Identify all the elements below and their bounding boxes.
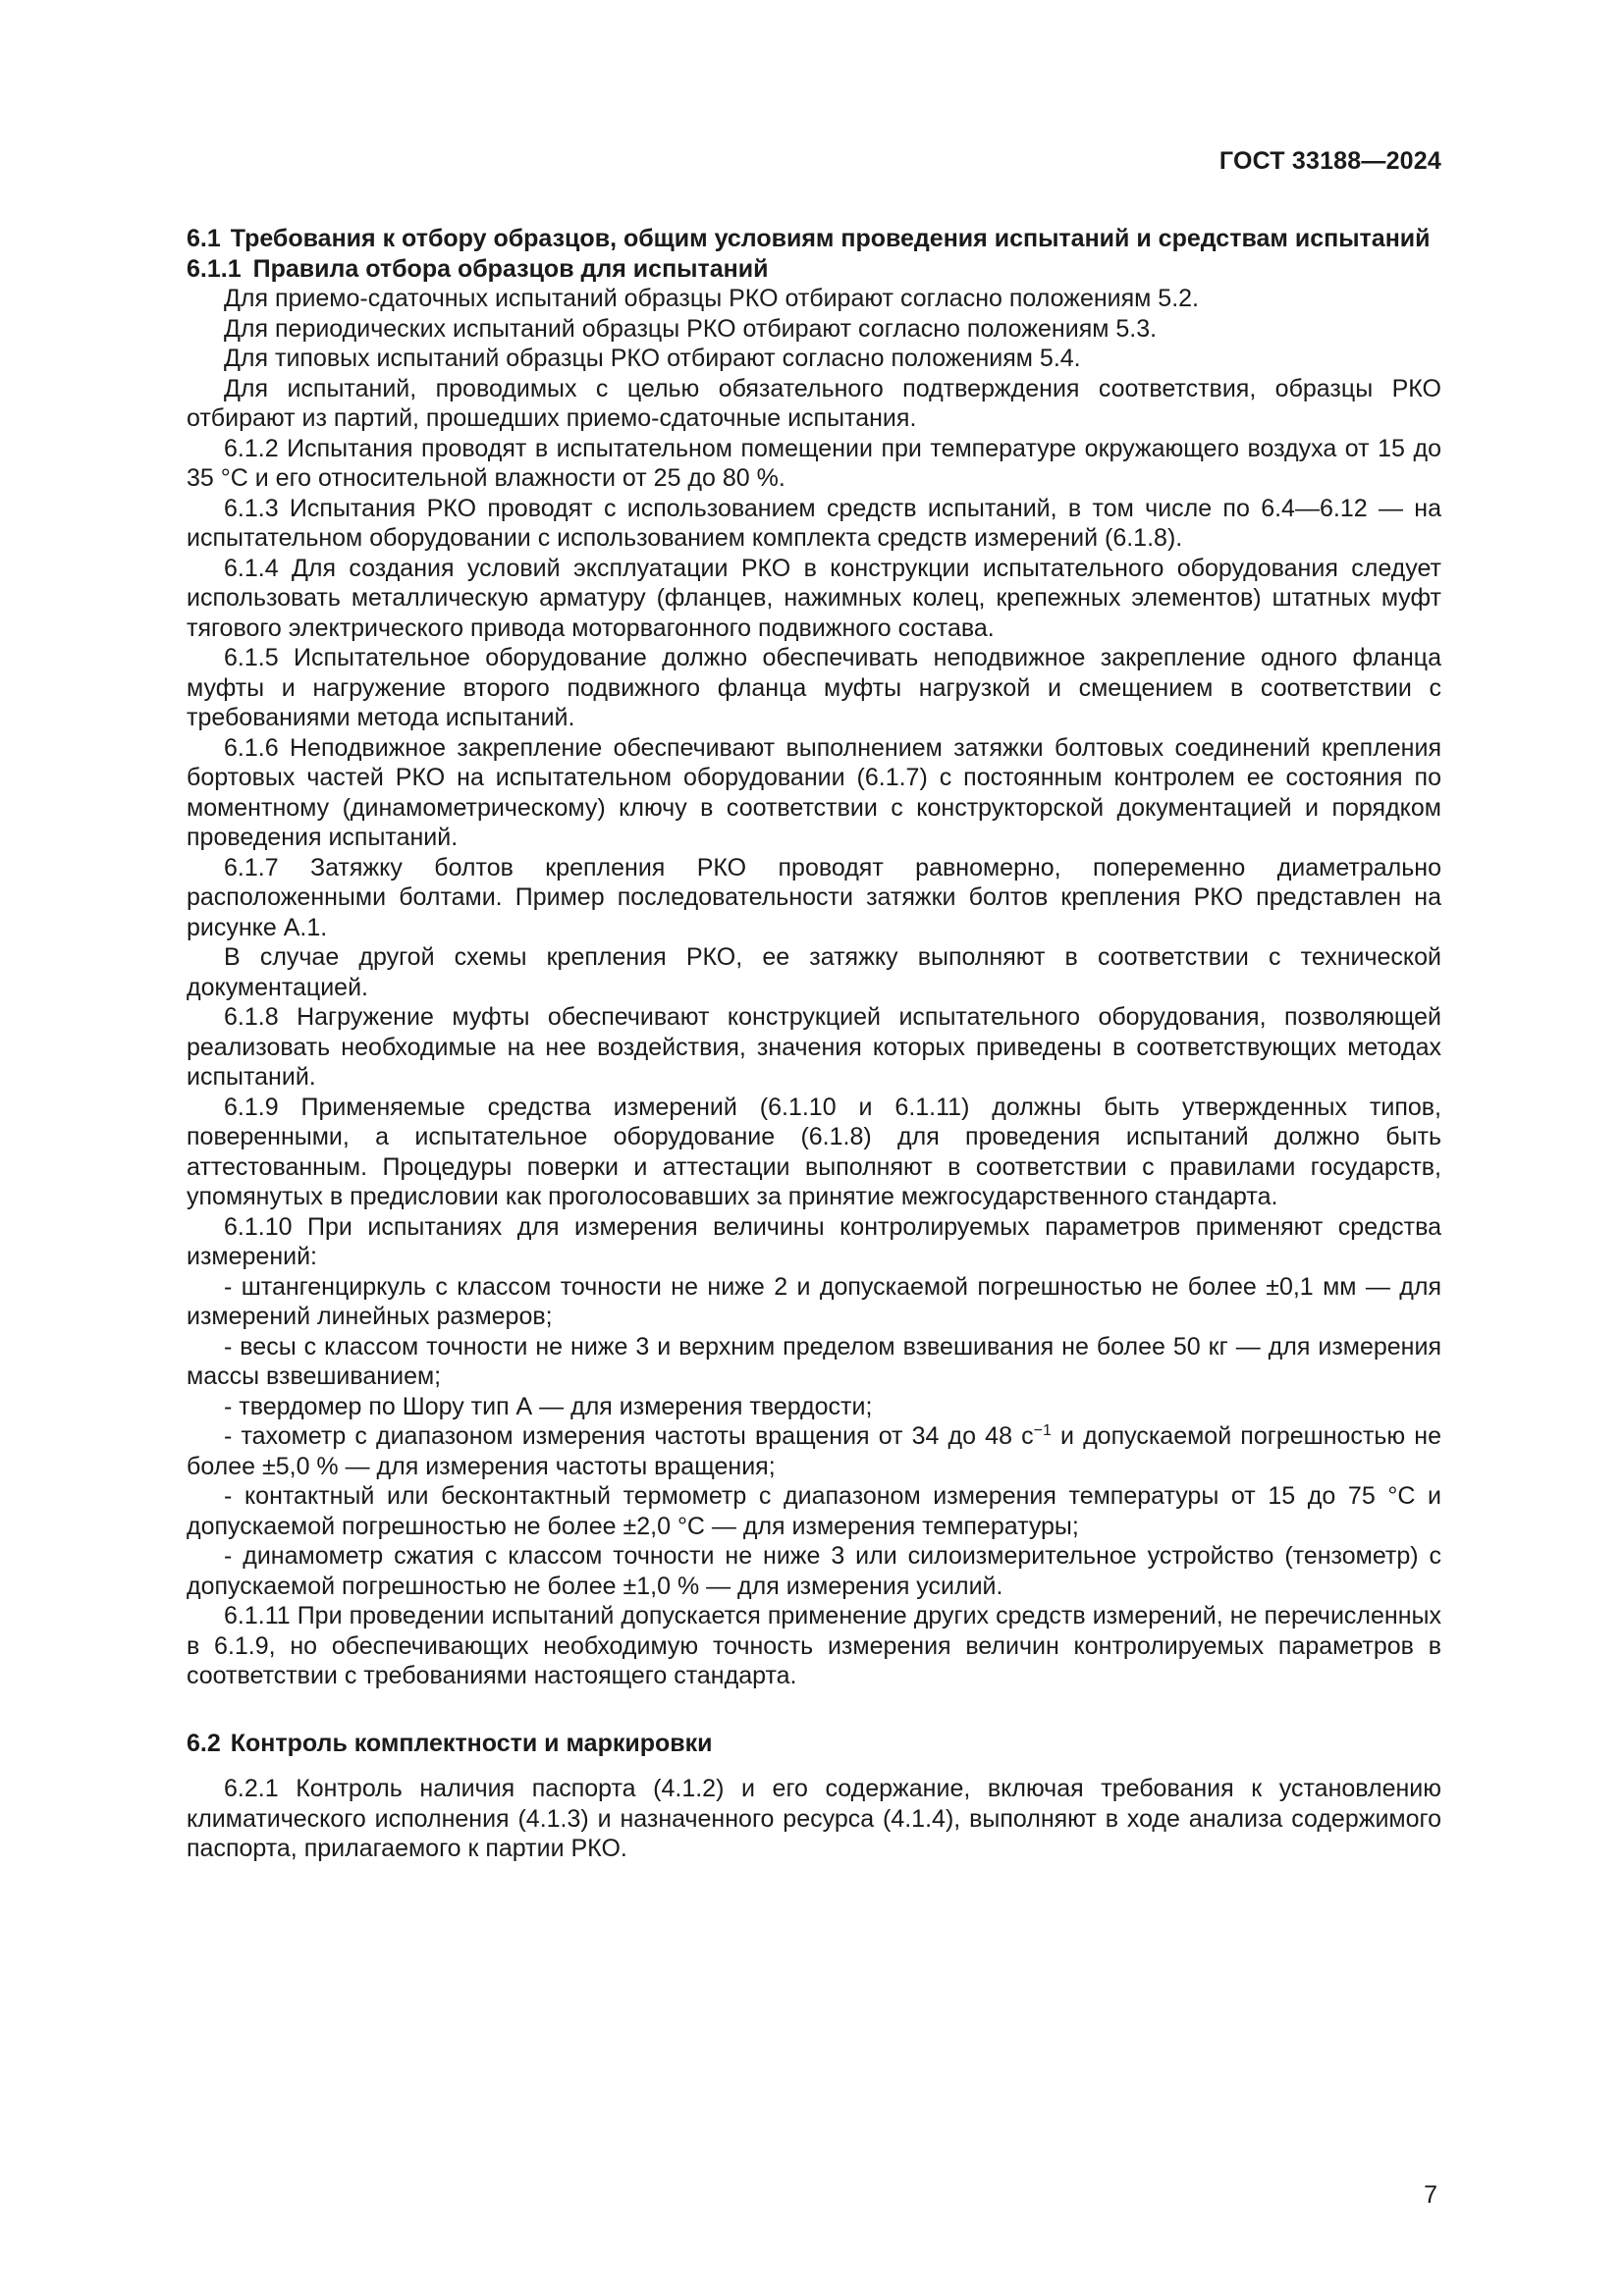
- paragraph-6-1-4: 6.1.4 Для создания условий эксплуатации РКО в конструкции испытательного оборудования следует использовать металлическую арматуру (фланцев, нажимных колец, крепежных элементов) штатных муфт тягового электрического привода моторвагонного подвижного состава.: [187, 554, 1441, 642]
- paragraph-6-1-11: 6.1.11 При проведении испытаний допускается применение других средств измерений, не перечисленных в 6.1.9, но обеспечивающих необходимую точность измерения величин контролируемых параметров в соответствии с требованиями настоящего стандарта.: [187, 1602, 1441, 1689]
- paragraph-6-1-7-note: В случае другой схемы крепления РКО, ее затяжку выполняют в соответствии с технической документацией.: [187, 943, 1441, 1001]
- list-item: - твердомер по Шору тип А — для измерения твердости;: [224, 1392, 873, 1420]
- list-item: - штангенциркуль с классом точности не ниже 2 и допускаемой погрешностью не более ±0,1 мм — для измерений линейных размеров;: [187, 1272, 1441, 1330]
- paragraph-6-2-1: 6.2.1 Контроль наличия паспорта (4.1.2) и его содержание, включая требования к установлению климатического исполнения (4.1.3) и назначенного ресурса (4.1.4), выполняют в ходе анализа содержимого паспорта, прилагаемого к партии РКО.: [187, 1775, 1441, 1862]
- paragraph: Для приемо-сдаточных испытаний образцы РКО отбирают согласно положениям 5.2.: [224, 285, 1200, 312]
- section-title: Контроль комплектности и маркировки: [230, 1729, 713, 1757]
- subsection-number: 6.1.1: [187, 254, 242, 283]
- list-item-text: - тахометр с диапазоном измерения частоты вращения от 34 до 48 с: [224, 1422, 1034, 1450]
- paragraph-6-1-5: 6.1.5 Испытательное оборудование должно обеспечивать неподвижное закрепление одного фланца муфты и нагружение второго подвижного фланца муфты нагрузкой и смещением в соответствии с требованиями метода испытаний.: [187, 644, 1441, 731]
- document-code: ГОСТ 33188—2024: [1218, 147, 1441, 175]
- list-item-text: и допускаемой погрешностью не более ±5,0 % — для измерения частоты вращения;: [187, 1422, 1441, 1480]
- section-title: Требования к отбору образцов, общим условиям проведения испытаний и средствам испытаний: [230, 225, 1431, 252]
- paragraph-6-1-2: 6.1.2 Испытания проводят в испытательном помещении при температуре окружающего воздуха от 15 до 35 °С и его относительной влажности от 25 до 80 %.: [187, 434, 1441, 492]
- subsection-heading-6-1-1: [187, 254, 1441, 285]
- paragraph-6-1-6: 6.1.6 Неподвижное закрепление обеспечивают выполнением затяжки болтовых соединений крепления бортовых частей РКО на испытательном оборудовании (6.1.7) с постоянным контролем ее состояния по моментному (динамометрическому) ключу в соответствии с конструкторской документацией и порядком проведения испытаний.: [187, 733, 1441, 851]
- paragraph-6-1-10: 6.1.10 При испытаниях для измерения величины контролируемых параметров применяют средства измерений:: [187, 1212, 1441, 1270]
- paragraph: Для типовых испытаний образцы РКО отбирают согласно положениям 5.4.: [224, 345, 1081, 372]
- paragraph-6-1-7: 6.1.7 Затяжку болтов крепления РКО проводят равномерно, попеременно диаметрально расположенными болтами. Пример последовательности затяжки болтов крепления РКО представлен на рисунке А.1.: [187, 853, 1441, 941]
- list-item: - весы с классом точности не ниже 3 и верхним пределом взвешивания не более 50 кг — для измерения массы взвешиванием;: [187, 1332, 1441, 1390]
- section-heading-6-2: [187, 1729, 1441, 1759]
- list-item: - контактный или бесконтактный термометр с диапазоном измерения температуры от 15 до 75 °С и допускаемой погрешностью не более ±2,0 °С — для измерения температуры;: [187, 1482, 1441, 1540]
- paragraph-6-1-8: 6.1.8 Нагружение муфты обеспечивают конструкцией испытательного оборудования, позволяющей реализовать необходимые на нее воздействия, значения которых приведены в соответствующих методах испытаний.: [187, 1003, 1441, 1091]
- paragraph: Для испытаний, проводимых с целью обязательного подтверждения соответствия, образцы РКО отбирают из партий, прошедших приемо-сдаточные испытания.: [187, 374, 1441, 432]
- section-heading-6-1: [187, 224, 1441, 254]
- section-number: 6.1: [187, 225, 221, 252]
- list-item: - динамометр сжатия с классом точности не ниже 3 или силоизмерительное устройство (тензометр) с допускаемой погрешностью не более ±1,0 % — для измерения усилий.: [187, 1542, 1441, 1600]
- document-body: [187, 224, 1441, 1864]
- paragraph-6-1-3: 6.1.3 Испытания РКО проводят с использованием средств испытаний, в том числе по 6.4—6.12 — на испытательном оборудовании с использованием комплекта средств измерений (6.1.8).: [187, 494, 1441, 552]
- subsection-title: Правила отбора образцов для испытаний: [252, 254, 769, 283]
- page-number: 7: [1424, 2181, 1437, 2209]
- section-number: 6.2: [187, 1729, 221, 1757]
- superscript: −1: [1033, 1422, 1052, 1439]
- paragraph: Для периодических испытаний образцы РКО отбирают согласно положениям 5.3.: [224, 314, 1158, 343]
- list-item-tachometer: [187, 1421, 1441, 1481]
- paragraph-6-1-9: 6.1.9 Применяемые средства измерений (6.1.10 и 6.1.11) должны быть утвержденных типов, поверенными, а испытательное оборудование (6.1.8) для проведения испытаний должно быть аттестованным. Процедуры поверки и аттестации выполняют в соответствии с правилами государств, упомянутых в предисловии как проголосовавших за принятие межгосударственного стандарта.: [187, 1093, 1441, 1210]
